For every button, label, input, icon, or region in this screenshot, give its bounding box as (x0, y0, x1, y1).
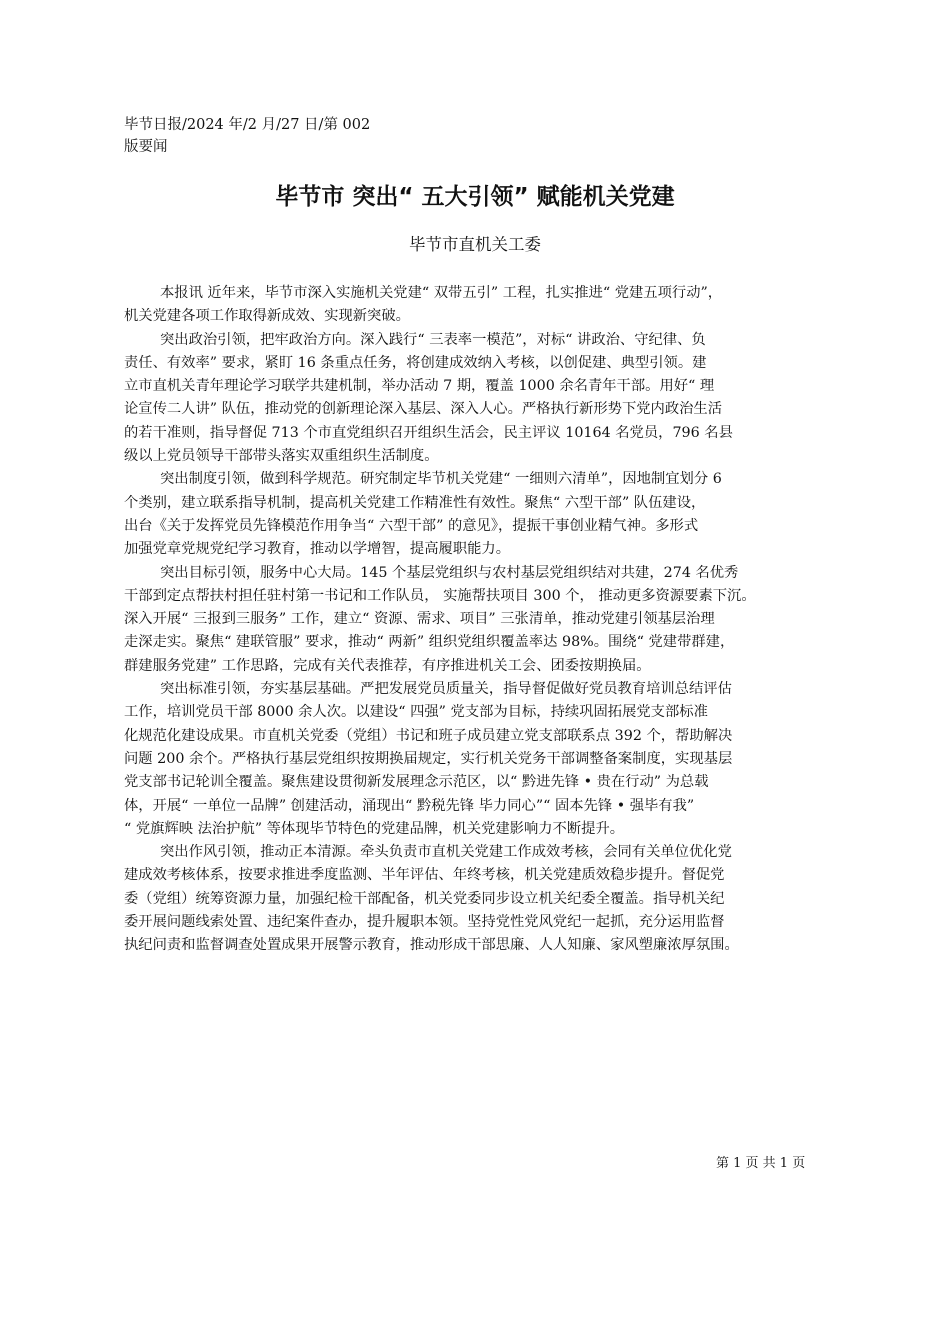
body-line: 个类别，建立联系指导机制，提高机关党建工作精准性有效性。聚焦“ 六型干部” 队伍建设， (124, 494, 706, 511)
body-line: 化规范化建设成果。市直机关党委（党组）书记和班子成员建立党支部联系点 392 个，帮助解决 (124, 727, 733, 744)
body-line: 突出作风引领，推动正本清源。牵头负责市直机关党建工作成效考核，会同有关单位优化党 (160, 844, 732, 861)
body-line: 走深走实。聚焦“ 建联管服” 要求，推动“ 两新” 组织党组织覆盖率达 98%。围绕“ 党建带群建， (124, 634, 735, 651)
body-line: 群建服务党建” 工作思路，完成有关代表推荐，有序推进机关工会、团委按期换届。 (124, 657, 651, 674)
body-line: 干部到定点帮扶村担任驻村第一书记和工作队员， 实施帮扶项目 300 个， 推动更多资源要素下沉。 (124, 587, 756, 604)
body-line: 深入开展“ 三报到三服务” 工作，建立“ 资源、需求、项目” 三张清单，推动党建引领基层治理 (124, 611, 715, 628)
body-line: 机关党建各项工作取得新成效、实现新突破。 (124, 308, 410, 325)
body-line: 党支部书记轮训全覆盖。聚焦建设贯彻新发展理念示范区，以“ 黔进先锋 • 贵在行动” 为总载 (124, 774, 709, 791)
body-line: 突出目标引领，服务中心大局。145 个基层党组织与农村基层党组织结对共建，274 名优秀 (160, 564, 739, 581)
body-line: 委开展问题线索处置、违纪案件查办，提升履职本领。坚持党性党风党纪一起抓，充分运用监督 (124, 914, 725, 931)
body-line: 加强党章党规党纪学习教育，推动以学增智，提高履职能力。 (124, 541, 511, 558)
body-line: 突出标准引领，夯实基层基础。严把发展党员质量关，指导督促做好党员教育培训总结评估 (160, 681, 732, 698)
source-info (124, 114, 370, 158)
body-line: 突出政治引领，把牢政治方向。深入践行“ 三表率一模范”，对标“ 讲政治、守纪律、负 (160, 331, 706, 348)
page-number: 第 1 页 共 1 页 (716, 1156, 806, 1171)
body-line: 工作，培训党员干部 8000 余人次。以建设“ 四强” 党支部为目标，持续巩固拓展党支部标准 (124, 704, 708, 721)
body-line: 立市直机关青年理论学习联学共建机制，举办活动 7 期，覆盖 1000 余名青年干部。用好“ 理 (124, 378, 715, 395)
body-line: 问题 200 余个。严格执行基层党组织按期换届规定，实行机关党务干部调整备案制度，实现基层 (124, 750, 733, 767)
body-line: 论宣传二人讲” 队伍，推动党的创新理论深入基层、深入人心。严格执行新形势下党内政治生活 (124, 401, 723, 418)
body-line: 突出制度引领，做到科学规范。研究制定毕节机关党建“ 一细则六清单”，因地制宜划分 6 (160, 471, 722, 488)
body-line: 的若干准则，指导督促 713 个市直党组织召开组织生活会，民主评议 10164 名党员，796 名县 (124, 424, 733, 441)
body-line: 执纪问责和监督调查处置成果开展警示教育，推动形成干部思廉、人人知廉、家风塑廉浓厚氛围。 (124, 937, 739, 954)
body-line: 本报讯 近年来，毕节市深入实施机关党建“ 双带五引” 工程，扎实推进“ 党建五项行动”， (160, 285, 723, 301)
body-line: 体，开展“ 一单位一品牌” 创建活动，涌现出“ 黔税先锋 毕力同心”“ 固本先锋 • 强毕有我” (124, 797, 695, 814)
article-author: 毕节市直机关工委 (409, 235, 541, 254)
source-line: 毕节日报/2024 年/2 月/27 日/第 002 (124, 117, 371, 133)
body-line: 责任、有效率” 要求，紧盯 16 条重点任务，将创建成效纳入考核，以创促建、典型引领。建 (124, 354, 707, 371)
article-body (124, 282, 834, 958)
body-line: 出台《关于发挥党员先锋模范作用争当“ 六型干部” 的意见》，提振干事创业精气神。多形式 (124, 517, 699, 534)
article-title: 毕节市 突出“ 五大引领” 赋能机关党建 (275, 184, 675, 210)
body-line: 级以上党员领导干部带头落实双重组织生活制度。 (124, 448, 439, 465)
body-line: 建成效考核体系，按要求推进季度监测、半年评估、年终考核，机关党建质效稳步提升。督促党 (124, 867, 725, 884)
section-line: 版要闻 (124, 139, 168, 155)
body-line: 委（党组）统筹资源力量，加强纪检干部配备，机关党委同步设立机关纪委全覆盖。指导机关纪 (124, 890, 725, 907)
body-line: “ 党旗辉映 法治护航” 等体现毕节特色的党建品牌，机关党建影响力不断提升。 (124, 820, 625, 837)
